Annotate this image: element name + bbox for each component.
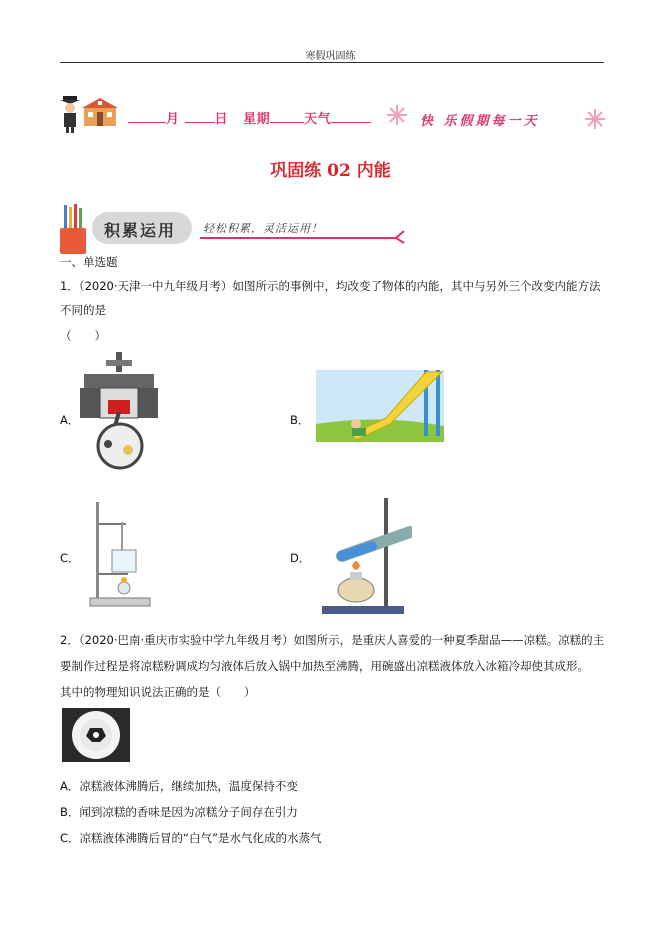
month-label: 月 [166,112,180,127]
page-title: 巩固练 02 内能 [270,161,391,181]
weather-label: 天气 [304,112,332,127]
q2-line2: 要制作过程是将凉糕粉调成均匀液体后放入锅中加热至沸腾，用碗盛出凉糕液体放入冰箱冷却使其成形。 [60,659,589,673]
banner-slogan: 快 乐假期每一天 [420,114,540,129]
q1-option-b-label: B． [290,413,310,427]
header-rule [60,62,604,63]
weekday-label: 星期 [243,112,271,127]
pencil-cup-icon [58,204,88,256]
date-banner [58,94,610,138]
q1-option-d-label: D． [290,551,311,565]
lab-stand-icon [82,502,152,610]
q2-choice-b: B．闻到凉糕的香味是因为凉糕分子间存在引力 [60,805,298,819]
arrow-underline-icon [200,230,406,244]
liang-gao-dessert-icon [62,708,130,762]
header-title: 寒假巩固练 [305,51,356,62]
part-heading: 一、单选题 [60,255,118,269]
q1-option-c-label: C． [60,551,80,565]
section-label: 积累运用 [104,221,177,240]
q2-line3: 其中的物理知识说法正确的是（ ） [60,685,256,699]
engine-icon [78,352,160,470]
q2-choice-c: C．凉糕液体沸腾后冒的“白气”是水气化成的水蒸气 [60,831,322,845]
day-label: 日 [214,112,229,127]
q1-line3: （ ） [60,329,106,343]
q2-choice-a: A．凉糕液体沸腾后，继续加热，温度保持不变 [60,779,298,793]
graduate-icon [58,96,82,134]
section-subtitle: 轻松积累，灵活运用！ [203,222,323,235]
q1-line2: 不同的是 [60,303,106,317]
school-icon [82,98,118,128]
snowflake-icon [386,104,408,126]
q2-line1: 2．（2020·巴南·重庆市实验中学九年级月考）如图所示，是重庆人喜爱的一种夏季甜品——凉糕。凉糕的主 [60,633,605,647]
section-banner [58,204,408,256]
test-tube-heating-icon [322,498,412,616]
q1-line1: 1．（2020·天津一中九年级月考）如图所示的事例中，均改变了物体的内能，其中与另外三个改变内能方法 [60,279,601,293]
q1-option-a-label: A． [60,413,80,427]
slide-icon [316,370,444,442]
snowflake-icon-2 [584,108,606,130]
